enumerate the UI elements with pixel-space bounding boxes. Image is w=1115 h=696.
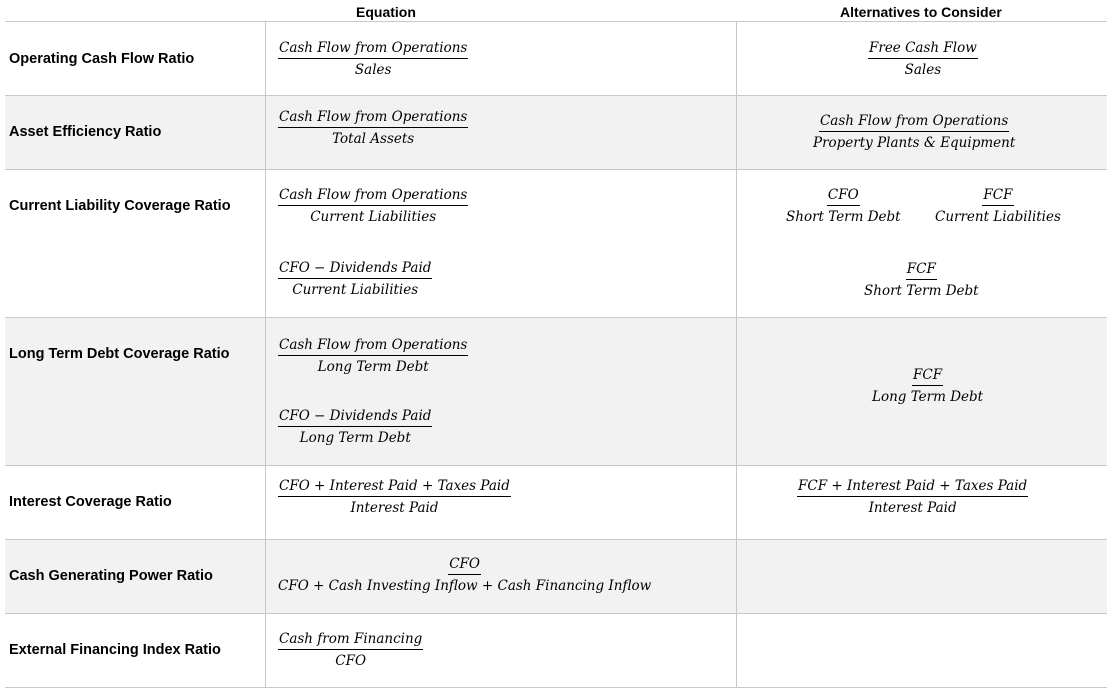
fraction-denominator: Current Liabilities bbox=[310, 209, 437, 225]
fraction-numerator: CFO − Dividends Paid bbox=[278, 260, 432, 279]
fraction-denominator: Long Term Debt bbox=[317, 359, 429, 375]
row-label: Interest Coverage Ratio bbox=[9, 494, 172, 510]
equation-fraction bbox=[278, 631, 423, 669]
equation-fraction bbox=[278, 337, 468, 375]
fraction-numerator: Free Cash Flow bbox=[868, 40, 978, 59]
row-label: Current Liability Coverage Ratio bbox=[9, 198, 231, 214]
table-row-interest-coverage bbox=[5, 466, 1107, 540]
table-row-operating-cash-flow bbox=[5, 21, 1107, 96]
fraction-denominator: CFO bbox=[335, 653, 367, 669]
table-row-current-liability-coverage bbox=[5, 170, 1107, 318]
alternative-fraction bbox=[786, 187, 901, 225]
column-divider bbox=[265, 21, 266, 688]
fraction-denominator: Interest Paid bbox=[868, 500, 957, 516]
alternative-fraction bbox=[935, 187, 1061, 225]
fraction-denominator: Sales bbox=[904, 62, 942, 78]
equation-fraction bbox=[278, 556, 651, 594]
fraction-numerator: FCF + Interest Paid + Taxes Paid bbox=[797, 478, 1028, 497]
fraction-denominator: CFO + Cash Investing Inflow + Cash Financing Inflow bbox=[278, 578, 652, 594]
fraction-denominator: Short Term Debt bbox=[864, 283, 979, 299]
fraction-denominator: Long Term Debt bbox=[872, 389, 984, 405]
table-row-asset-efficiency bbox=[5, 96, 1107, 170]
fraction-denominator: Total Assets bbox=[332, 131, 415, 147]
fraction-numerator: CFO − Dividends Paid bbox=[278, 408, 432, 427]
fraction-denominator: Property Plants & Equipment bbox=[813, 135, 1016, 151]
table-row-long-term-debt-coverage bbox=[5, 318, 1107, 466]
alternative-fraction bbox=[797, 478, 1028, 516]
fraction-denominator: Current Liabilities bbox=[292, 282, 419, 298]
equation-fraction bbox=[278, 408, 432, 446]
fraction-denominator: Long Term Debt bbox=[299, 430, 411, 446]
row-label: Operating Cash Flow Ratio bbox=[9, 51, 195, 67]
equation-fraction bbox=[278, 260, 432, 298]
fraction-denominator: Interest Paid bbox=[350, 500, 439, 516]
column-divider bbox=[736, 21, 737, 688]
fraction-denominator: Current Liabilities bbox=[935, 209, 1061, 225]
fraction-numerator: FCF bbox=[982, 187, 1013, 206]
row-label: Asset Efficiency Ratio bbox=[9, 124, 162, 140]
equation-fraction bbox=[278, 187, 468, 225]
table-row-cash-generating-power bbox=[5, 540, 1107, 614]
equation-fraction bbox=[278, 109, 468, 147]
alternative-fraction bbox=[868, 40, 978, 78]
equation-column-header: Equation bbox=[356, 4, 416, 20]
row-label: Cash Generating Power Ratio bbox=[9, 568, 213, 584]
table-row-external-financing-index bbox=[5, 614, 1107, 688]
fraction-numerator: Cash from Financing bbox=[278, 631, 423, 650]
equation-fraction bbox=[278, 478, 511, 516]
fraction-denominator: Sales bbox=[354, 62, 392, 78]
alternative-fraction bbox=[872, 367, 983, 405]
fraction-numerator: CFO + Interest Paid + Taxes Paid bbox=[278, 478, 511, 497]
alternatives-column-header: Alternatives to Consider bbox=[840, 4, 1002, 20]
equation-fraction bbox=[278, 40, 468, 78]
fraction-numerator: Cash Flow from Operations bbox=[278, 187, 468, 206]
fraction-numerator: FCF bbox=[906, 261, 937, 280]
fraction-numerator: Cash Flow from Operations bbox=[278, 109, 468, 128]
fraction-numerator: Cash Flow from Operations bbox=[819, 113, 1009, 132]
fraction-numerator: Cash Flow from Operations bbox=[278, 337, 468, 356]
alternative-fraction bbox=[864, 261, 979, 299]
alternative-fraction bbox=[813, 113, 1015, 151]
fraction-numerator: CFO bbox=[448, 556, 481, 575]
row-label: Long Term Debt Coverage Ratio bbox=[9, 346, 230, 362]
fraction-numerator: Cash Flow from Operations bbox=[278, 40, 468, 59]
fraction-numerator: FCF bbox=[912, 367, 943, 386]
fraction-numerator: CFO bbox=[827, 187, 860, 206]
row-label: External Financing Index Ratio bbox=[9, 642, 221, 658]
fraction-denominator: Short Term Debt bbox=[786, 209, 901, 225]
